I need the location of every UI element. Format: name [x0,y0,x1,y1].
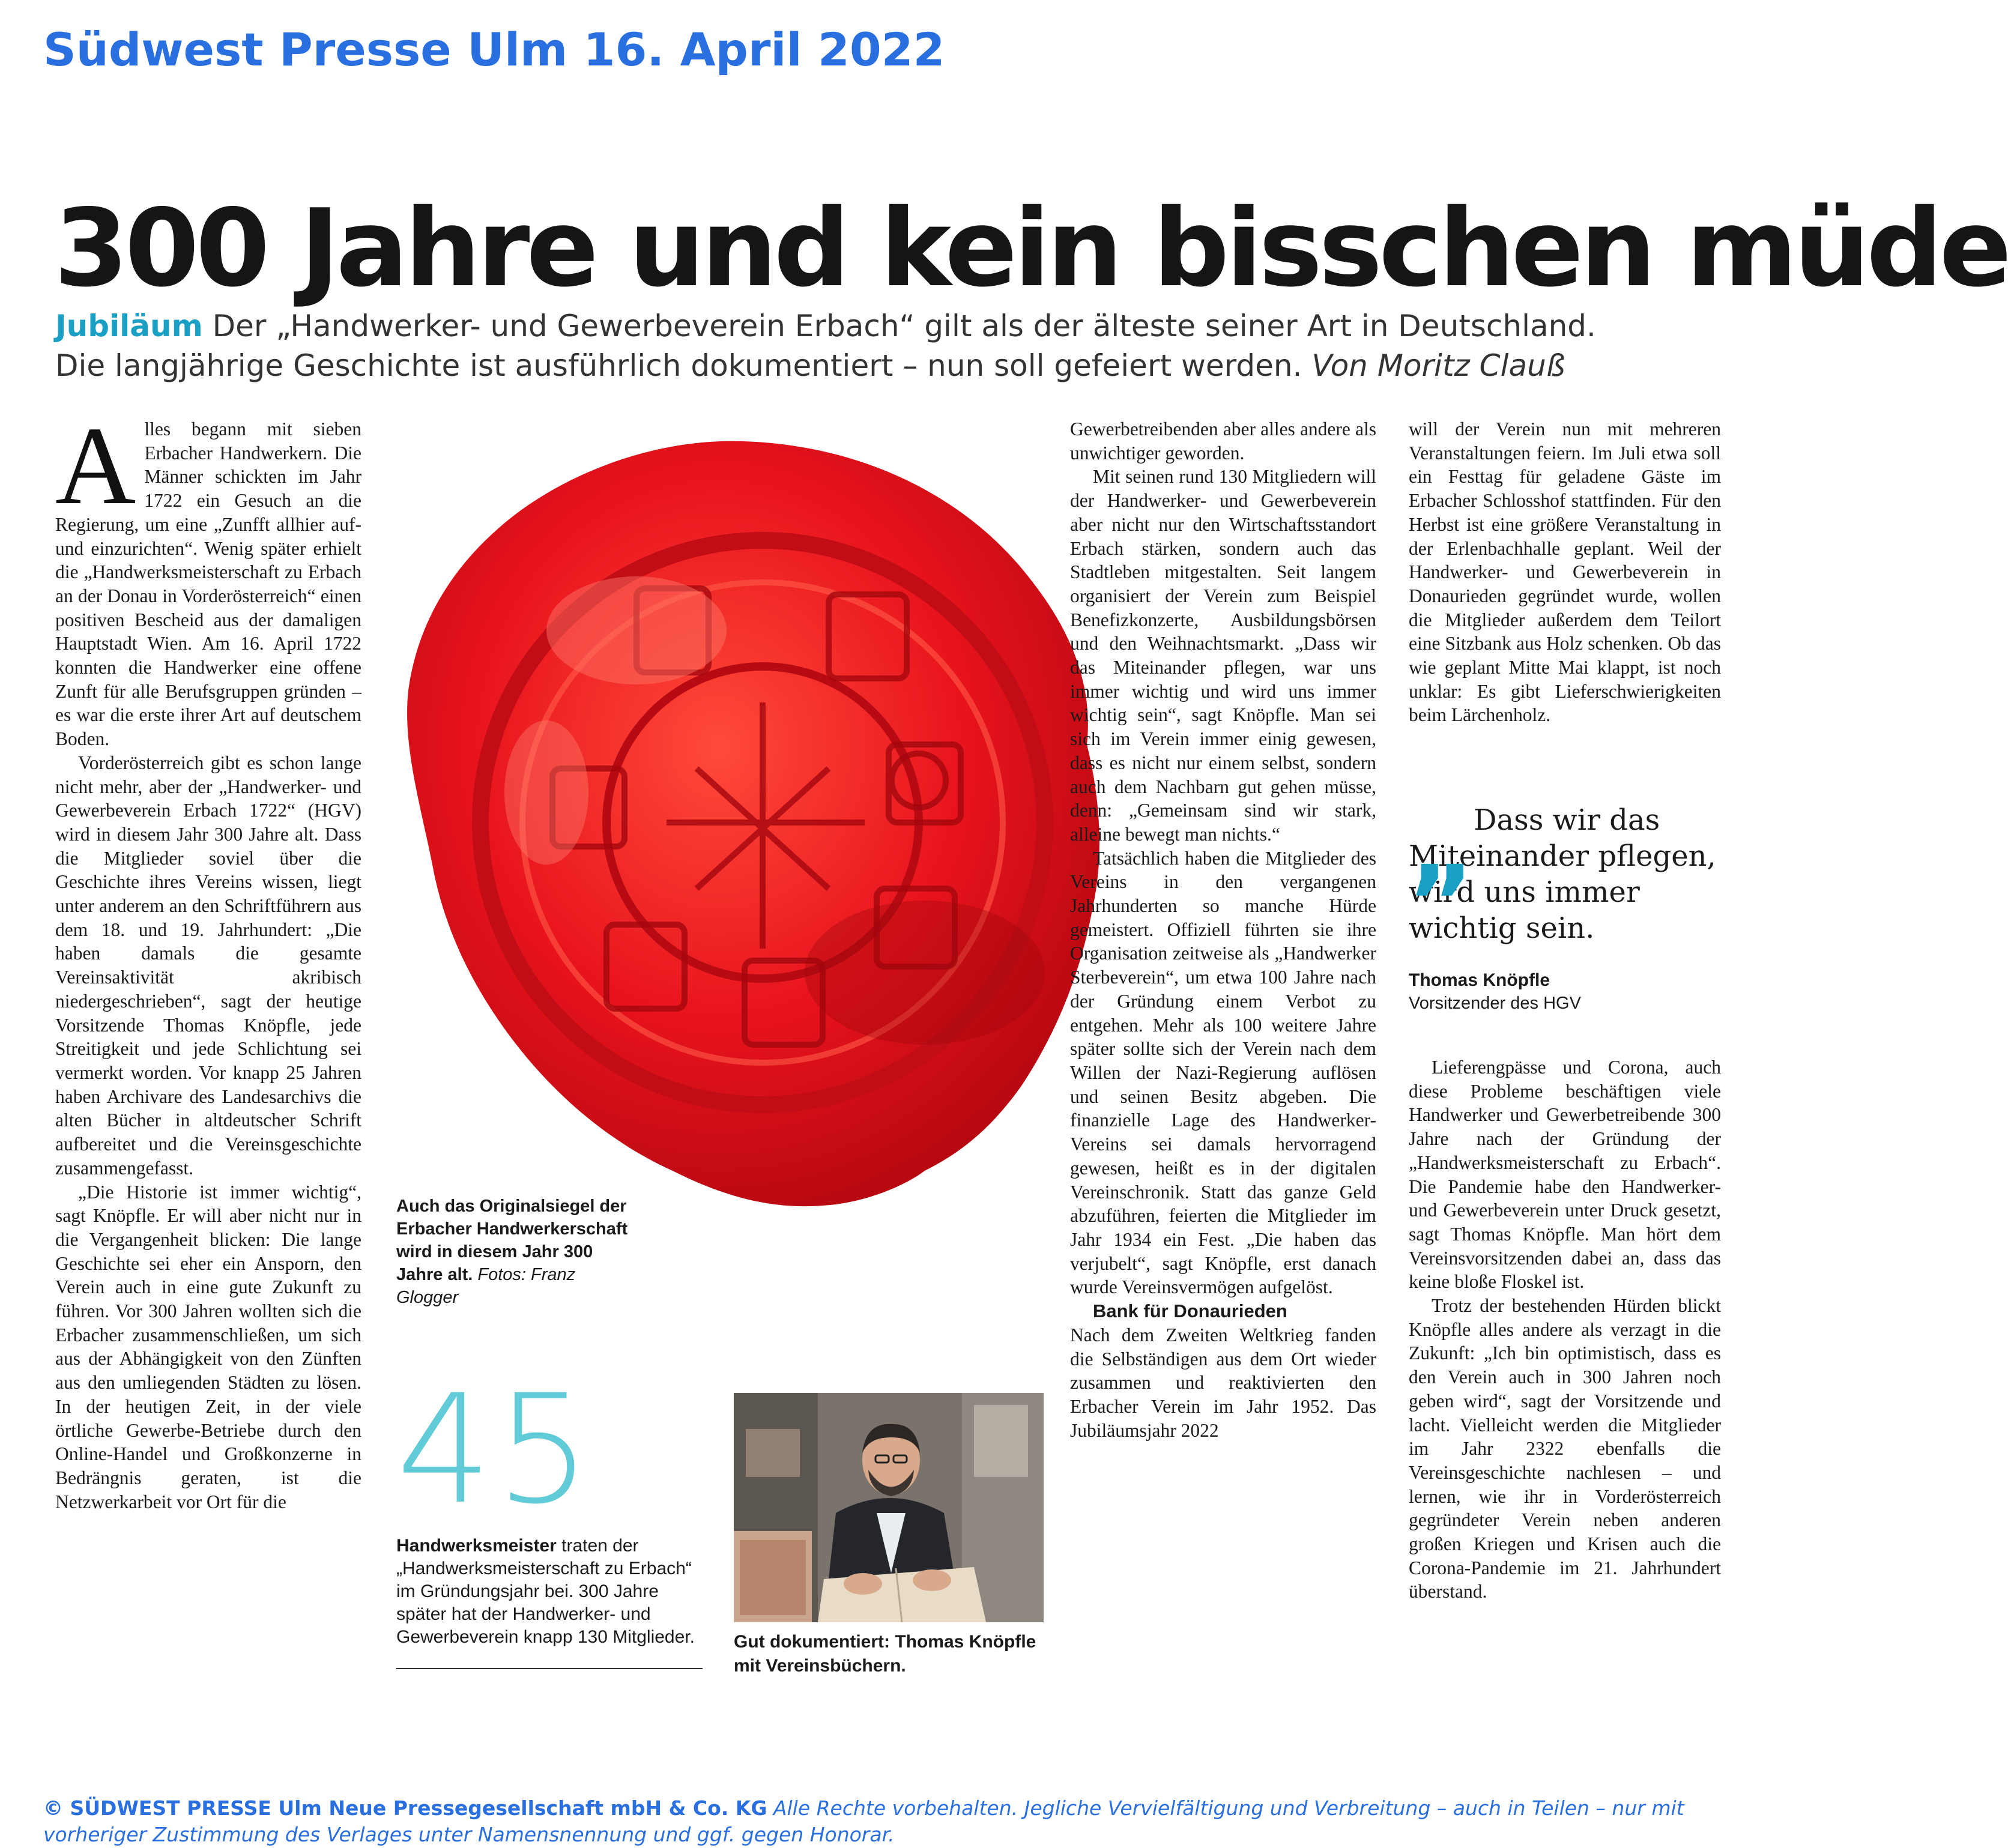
paragraph-text: lles begann mit sieben Erbacher Handwerkern. Die Männer schickten im Jahr 1722 ein Gesuch an die Regierung, um eine „Zunfft allhier auf- und einzurichten“. Wenig später erhielt die „Handwerksmeisterschaft zu Erbach an der Donau in Vorderösterreich“ einen positiven Bescheid aus der damaligen Hauptstadt Wien. Am 16. April 1722 konnten die Handwerker eine offene Zunft für alle Berufsgruppen gründen – es war die erste ihrer Art auf deutschem Boden. [55,418,361,750]
paragraph: Vorderösterreich gibt es schon lange nicht mehr, aber der „Handwerker- und Gewerbeverein Erbach 1722“ (HGV) wird in diesem Jahr 300 Jahre alt. Dass die Mitglieder soviel über die Geschichte ihres Vereins wissen, liegt unter anderem an den Schriftführern aus dem 18. und 19. Jahrhundert: „Die haben damals die gesamte Vereinsaktivität akribisch niedergeschrieben“, sagt der heutige Vorsitzende Thomas Knöpfle, jede Streitigkeit und jede Schlichtung sei vermerkt worden. Vor knapp 25 Jahren haben Archivare des Landesarchivs die alten Bücher in altdeutscher Schrift aufbereitet und die Vereinsgeschichte zusammengefasst. [55,752,361,1179]
article-column-3 [1070,417,1376,1443]
seal-caption [396,1195,637,1309]
dropcap: A [55,404,136,528]
quote-mark-icon: „ [1409,789,1476,908]
seal-image [384,432,1123,1213]
portrait-photo [734,1393,1044,1622]
subheading: Bank für Donaurieden [1093,1300,1287,1322]
headline: 300 Jahre und kein bisschen müde [54,186,2008,310]
quote-author: Thomas Knöpfle [1409,970,1550,990]
divider [396,1668,703,1669]
copyright-terms: Alle Rechte vorbehalten. Jegliche Vervielfältigung und Verbreitung – auch in Teilen – nur mit vorheriger Zustimmung des Verlages unter Namensnennung und ggf. gegen Honorar. [43,1796,1684,1846]
paragraph: Nach dem Zweiten Weltkrieg fanden die Selbständigen aus dem Ort wieder zusammen und reaktivierten den Erbacher Verein im Jahr 1952. Das Jubiläumsjahr 2022 [1070,1324,1376,1441]
intro-text: Der „Handwerker- und Gewerbeverein Erbach“ gilt als der älteste seiner Art in Deutschland. Die langjährige Geschichte ist ausführlich dokumentiert – nun soll gefeiert werden. [55,309,1596,383]
figure-bold: Handwerksmeister [396,1536,557,1556]
pull-quote [1409,789,1721,1015]
paragraph: Gewerbetreibenden aber alles andere als unwichtiger geworden. [1070,418,1376,464]
source-line: Südwest Presse Ulm 16. April 2022 [43,23,945,76]
article-column-4-continued [1409,1055,1721,1604]
intro-kicker: Jubiläum [55,309,203,343]
paragraph: Mit seinen rund 130 Mitgliedern will der Handwerker- und Gewerbeverein aber nicht nur den Wirtschaftsstandort Erbach stärken, sondern auch das Stadtleben mitgestalten. Seit langem organisiert der Verein zum Beispiel Benefizkonzerte, Ausbildungsbörsen und den Weihnachtsmarkt. „Dass wir das Miteinander pflegen, war uns immer wichtig und wird uns immer wichtig sein“, sagt Knöpfle. Man sei sich im Verein immer einig gewesen, dass es nicht nur einem selbst, sondern auch dem Nachbarn gut gehen müsse, denn: „Gemeinsam sind wir stark, alleine bewegt man nichts.“ [1070,466,1376,845]
paragraph: will der Verein nun mit mehreren Veranstaltungen feiern. Im Juli etwa soll ein Festtag für geladene Gäste im Erbacher Schlosshof stattfinden. Für den Herbst ist eine größere Veranstaltung in der Erlenbachhalle geplant. Weil der Handwerker- und Gewerbeverein in Donaurieden gegründet wurde, wollen die Mitglieder außerdem dem Teilort eine Sitzbank aus Holz schenken. Ob das wie geplant Mitte Mai klappt, ist noch unklar: Es gibt Lieferschwierigkeiten beim Lärchenholz. [1409,418,1721,726]
paragraph [55,404,361,751]
intro [55,306,1628,385]
paragraph: Tatsächlich haben die Mitglieder des Vereins in den vergangenen Jahrhunderten so manche Hürde gemeistert. Offiziell führten sie ihre Organisation zeitweise als „Handwerker Sterbeverein“, um etwa 100 Jahre nach der Gründung einem Verbot zu entgehen. Mehr als 100 weitere Jahre später sollte sich der Verein nach dem Willen der Nazi-Regierung auflösen und seinen Besitz abgeben. Die finanzielle Lage des Handwerker-Vereins sei damals hervorragend gewesen, heißt es in der digitalen Vereinschronik. Statt das ganze Geld abzuführen, feierten die Mitglieder im Jahr 1934 ein Fest. „Die haben das verjubelt“, sagt Knöpfle, erst danach wurde Vereinsvermögen aufgelöst. [1070,847,1376,1298]
paragraph: „Die Historie ist immer wichtig“, sagt Knöpfle. Er will aber nicht nur in die Vergangenheit blicken: Die lange Geschichte sei eher ein Ansporn, den Verein auch in eine gute Zukunft zu führen. Vor 300 Jahren wollten sich die Erbacher zusammenschließen, um sich aus der Abhängigkeit von den Zünften aus den umliegenden Städten zu lösen. In der heutigen Zeit, in der viele örtliche Gewerbe-Betriebe durch den Online-Handel und Großkonzerne in Bedrängnis geraten, ist die Netzwerkarbeit vor Ort für die [55,1181,361,1512]
intro-author: Von Moritz Clauß [1311,348,1565,383]
paragraph: Lieferengpässe und Corona, auch diese Probleme beschäftigen viele Handwerker und Gewerbetreibende 300 Jahre nach der Gründung der „Handwerksmeisterschaft zu Erbach“. Die Pandemie habe den Handwerker- und Gewerbeverein unter Druck gesetzt, sagt Thomas Knöpfle. Man hört dem Vereinsvorsitzenden dabei an, dass das keine bloße Floskel ist. [1409,1057,1721,1293]
article-column-4 [1409,417,1721,727]
photo-caption: Gut dokumentiert: Thomas Knöpfle mit Vereinsbüchern. [734,1632,1036,1676]
figure-number: 45 [396,1362,595,1537]
photo-credit: Fotos: Franz Glogger [396,1265,576,1307]
copyright-notice [43,1795,1737,1848]
copyright-holder: © SÜDWEST PRESSE Ulm Neue Pressegesellschaft mbH & Co. KG [43,1796,767,1820]
quote-role: Vorsitzender des HGV [1409,994,1581,1013]
figure-text: traten der „Handwerksmeisterschaft zu Erbach“ im Gründungsjahr bei. 300 Jahre später hat der Handwerker- und Gewerbeverein knapp 130 Mitglieder. [396,1536,695,1647]
seal-caption-text: Auch das Originalsiegel der Erbacher Handwerkerschaft wird in diesem Jahr 300 Jahre alt. [396,1197,628,1284]
quote-text: Dass wir das Miteinander pflegen, wird uns immer wichtig sein. [1409,803,1716,945]
article-column-1 [55,404,361,1514]
paragraph: Trotz der bestehenden Hürden blickt Knöpfle alles andere als verzagt in die Zukunft: „Ich bin optimistisch, dass es den Verein auch in 300 Jahren noch geben wird“, sagt der Vorsitzende und lacht. Vielleicht werden die Mitglieder im Jahr 2322 ebenfalls die Vereinsgeschichte nachlesen – und lernen, wie ihr in Vorderösterreich gegründeter Verein neben anderen großen Kriegen und Krisen auch die Corona-Pandemie im 21. Jahrhundert überstand. [1409,1295,1721,1602]
figure-description [396,1535,709,1649]
